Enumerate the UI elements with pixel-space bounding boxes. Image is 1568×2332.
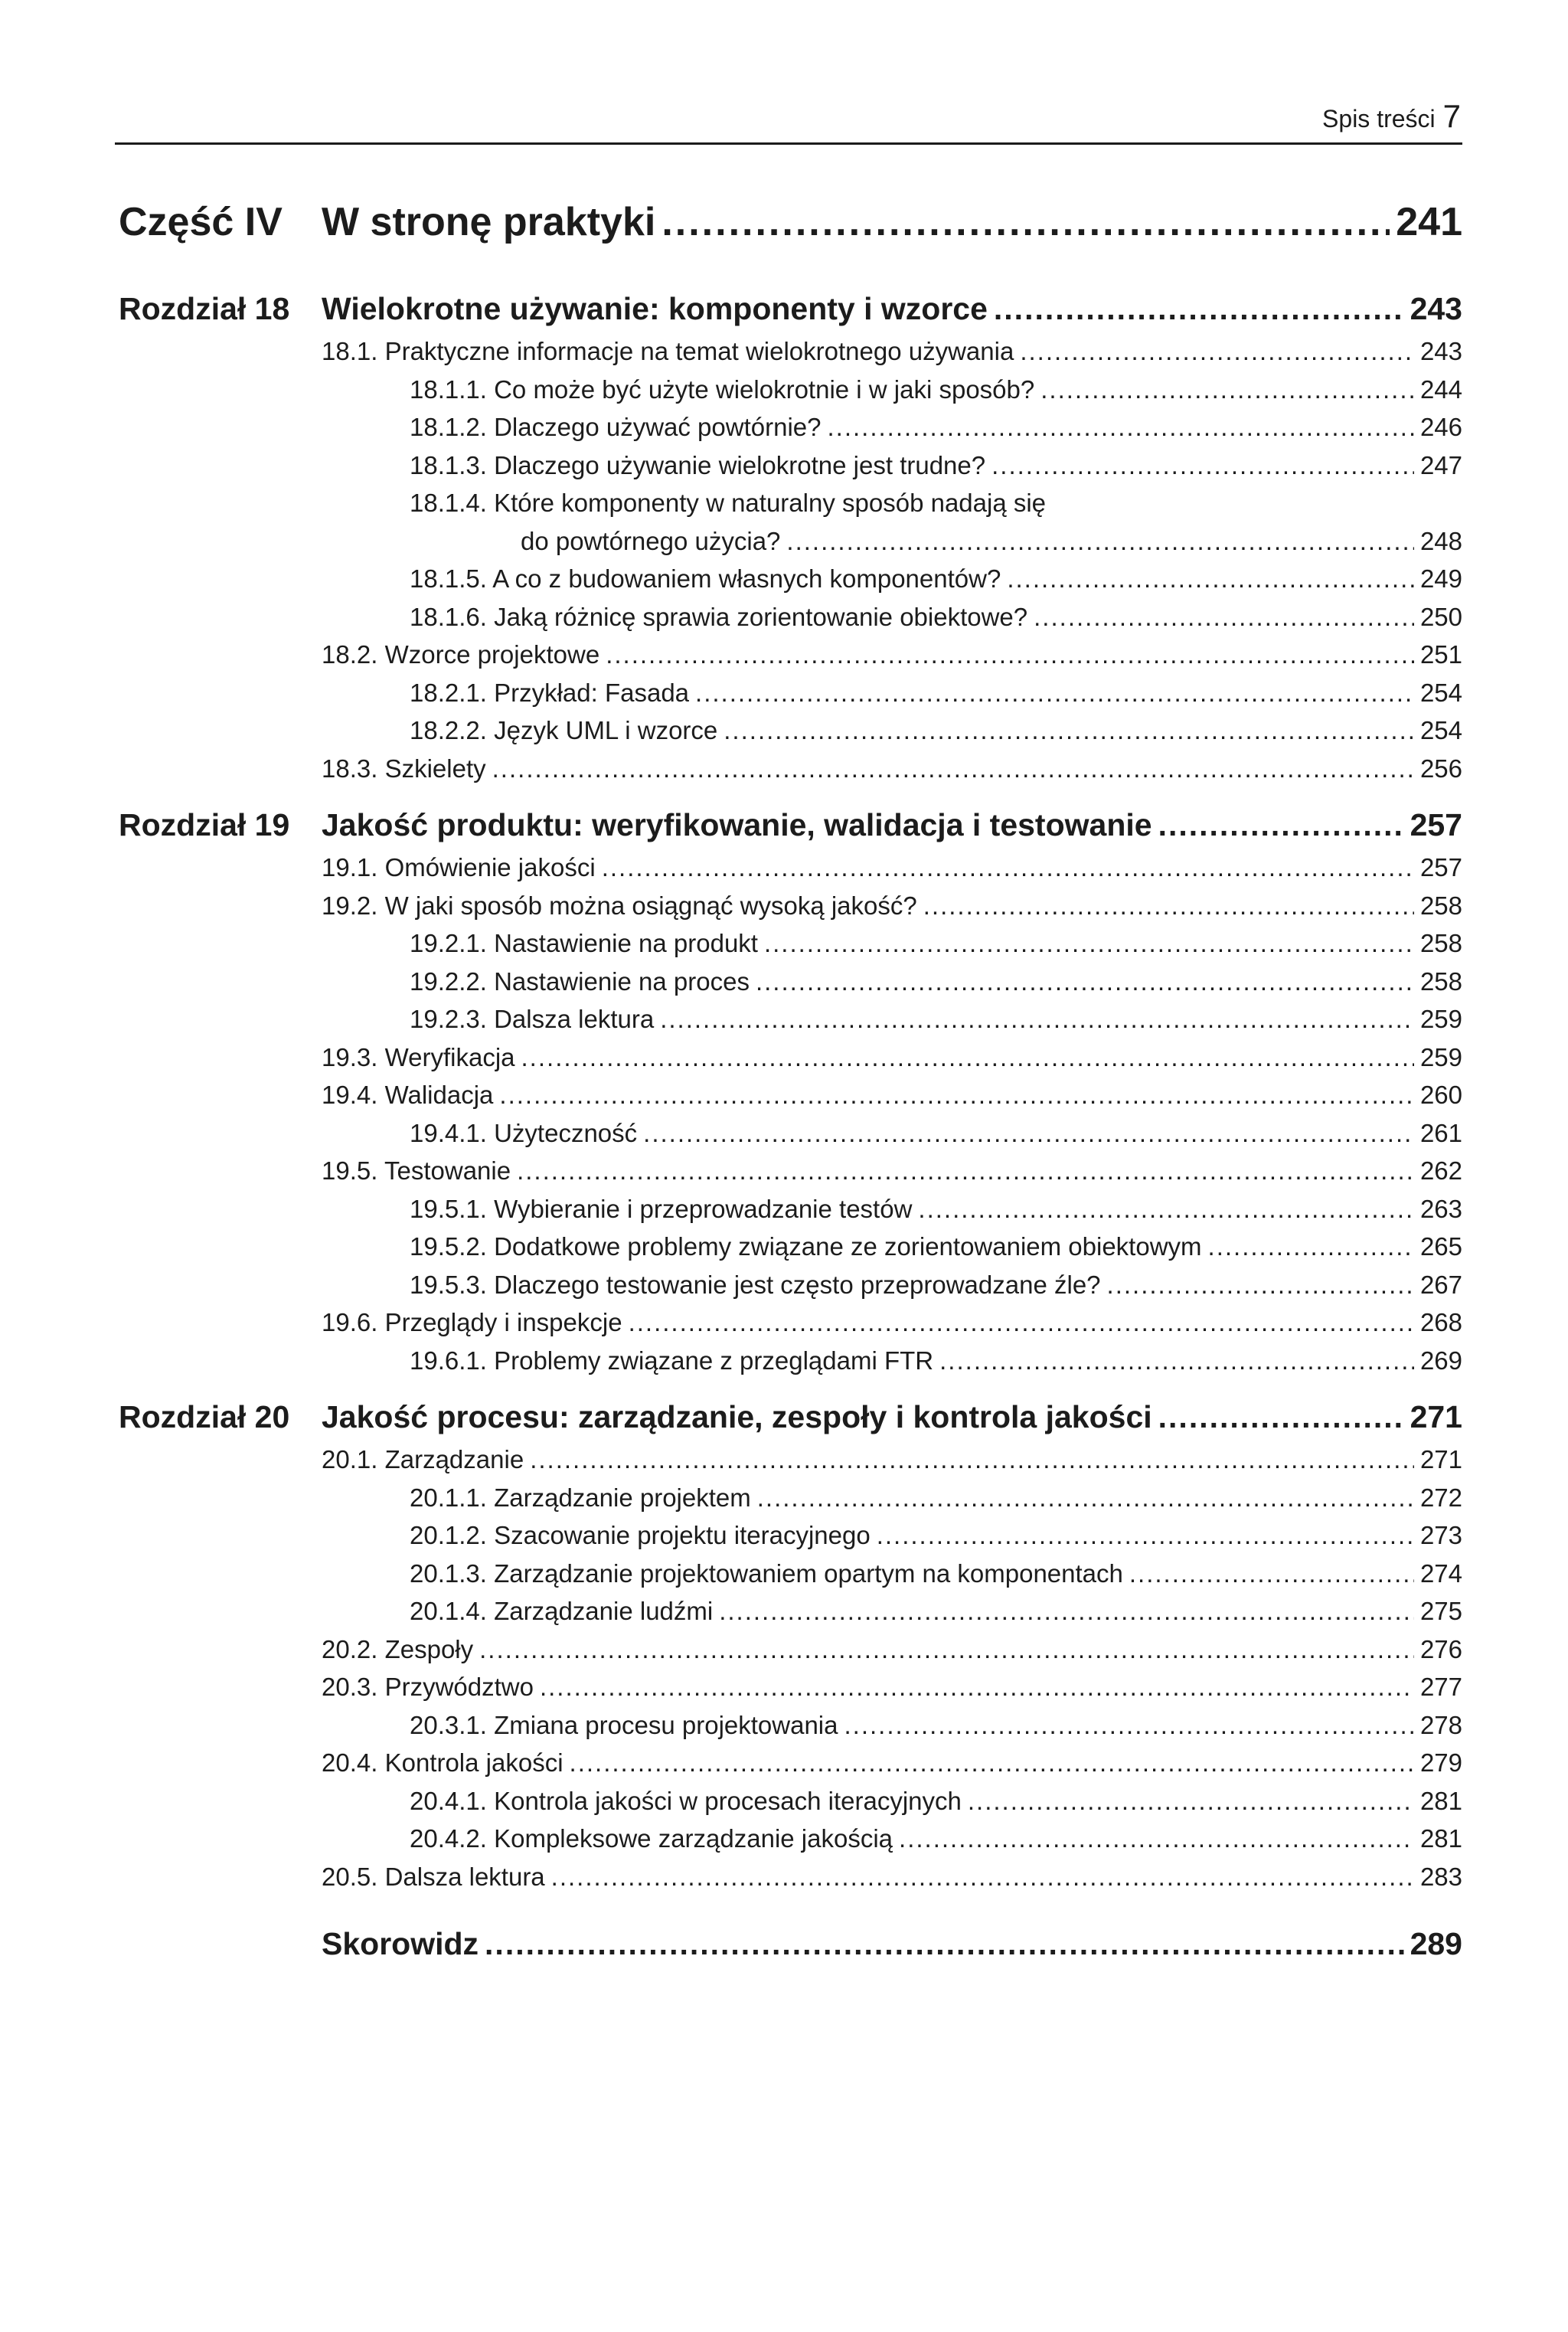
section-number: 18.3.: [322, 754, 378, 783]
subsection-number: 19.5.2.: [410, 1232, 487, 1261]
running-header: [115, 96, 1462, 145]
subsection-title: Zarządzanie projektem: [494, 1483, 751, 1512]
subsection-number: 20.3.1.: [410, 1710, 487, 1739]
dot-leader: [939, 1346, 1414, 1375]
section-number: 19.2.: [322, 891, 378, 920]
subsection-number: 19.2.1.: [410, 929, 487, 957]
toc-subsection-entry-continuation[interactable]: [119, 527, 1462, 565]
toc-subsection-entry[interactable]: [119, 1711, 1462, 1749]
dot-leader: [844, 1711, 1414, 1740]
dot-leader: [602, 853, 1414, 882]
section-title: W jaki sposób można osiągnąć wysoką jakość?: [384, 891, 917, 920]
toc-section-entry[interactable]: [119, 1156, 1462, 1195]
section-page: 258: [1419, 891, 1462, 920]
toc-subsection-entry[interactable]: [119, 1597, 1462, 1635]
toc-section-entry[interactable]: [119, 1043, 1462, 1081]
subsection-page: 258: [1419, 966, 1462, 996]
toc-subsection-entry[interactable]: [119, 603, 1462, 641]
section-page: 257: [1419, 853, 1462, 881]
section-page: 256: [1419, 754, 1462, 783]
section-page: 276: [1419, 1634, 1462, 1663]
toc-section-entry[interactable]: [119, 853, 1462, 891]
chapter-page: 243: [1410, 291, 1462, 326]
toc-chapter-entry[interactable]: [119, 807, 1462, 853]
subsection-number: 19.6.1.: [410, 1346, 487, 1375]
subsection-number: 19.2.3.: [410, 1005, 487, 1033]
dot-leader: [492, 754, 1414, 783]
subsection-title: Dalsza lektura: [494, 1005, 655, 1033]
section-number: 20.3.: [322, 1673, 378, 1701]
section-title: Zespoły: [384, 1634, 474, 1663]
section-number: 19.6.: [322, 1308, 378, 1336]
subsection-page: 261: [1419, 1118, 1462, 1147]
subsection-page: 248: [1419, 526, 1462, 555]
section-number: 19.1.: [322, 853, 378, 881]
subsection-number: 20.4.1.: [410, 1786, 487, 1815]
subsection-title: Kontrola jakości w procesach iteracyjnych: [494, 1786, 962, 1815]
dot-leader: [479, 1635, 1414, 1664]
subsection-title: Język UML i wzorce: [494, 716, 718, 744]
section-number: 20.2.: [322, 1634, 378, 1663]
toc-subsection-entry[interactable]: [119, 929, 1462, 967]
dot-leader: [877, 1521, 1414, 1550]
header-title: Spis treści: [1322, 105, 1436, 132]
dot-leader: [530, 1445, 1414, 1474]
dot-leader: [517, 1156, 1414, 1186]
dot-leader: [756, 967, 1414, 996]
subsection-number: 18.1.5.: [410, 564, 487, 593]
subsection-number: 20.4.2.: [410, 1824, 487, 1853]
subsection-page: 250: [1419, 602, 1462, 631]
section-number: 18.1.: [322, 337, 378, 365]
subsection-title: Wybieranie i przeprowadzanie testów: [494, 1194, 913, 1223]
toc-section-entry[interactable]: [119, 1445, 1462, 1483]
subsection-number: 19.2.2.: [410, 966, 487, 996]
toc-part-entry[interactable]: [119, 199, 1462, 276]
dot-leader: [786, 527, 1414, 556]
part-page: 241: [1396, 200, 1462, 244]
subsection-page: 265: [1419, 1232, 1462, 1261]
subsection-number: 20.1.4.: [410, 1597, 487, 1625]
subsection-title: Zmiana procesu projektowania: [494, 1710, 838, 1739]
subsection-number: 18.1.2.: [410, 413, 487, 441]
chapter-page: 271: [1410, 1399, 1462, 1434]
section-number: 20.4.: [322, 1748, 378, 1777]
section-page: 279: [1419, 1748, 1462, 1777]
section-number: 19.4.: [322, 1081, 378, 1109]
section-title: Wzorce projektowe: [384, 640, 600, 669]
subsection-title: Użyteczność: [494, 1118, 638, 1147]
dot-leader: [1034, 603, 1414, 632]
dot-leader: [991, 451, 1414, 480]
toc-index-entry[interactable]: [119, 1926, 1462, 1972]
toc-subsection-entry[interactable]: [119, 1824, 1462, 1863]
section-page: 251: [1419, 640, 1462, 669]
dot-leader: [1129, 1559, 1414, 1588]
toc-subsection-entry[interactable]: [119, 716, 1462, 754]
subsection-title: Dlaczego używanie wielokrotne jest trudne?: [494, 450, 986, 479]
toc-subsection-entry[interactable]: [119, 1559, 1462, 1598]
subsection-page: 273: [1419, 1521, 1462, 1549]
section-title: Weryfikacja: [384, 1042, 515, 1071]
subsection-page: 267: [1419, 1270, 1462, 1299]
section-number: 20.1.: [322, 1445, 378, 1473]
toc-subsection-entry[interactable]: [119, 451, 1462, 489]
part-label: Część IV: [119, 200, 283, 244]
subsection-title: Przykład: Fasada: [494, 678, 690, 707]
subsection-title: Zarządzanie projektowaniem opartym na komponentach: [494, 1558, 1123, 1588]
dot-leader: [918, 1195, 1414, 1224]
toc-subsection-entry[interactable]: [119, 1521, 1462, 1559]
chapter-label: Rozdział 18: [119, 291, 290, 326]
toc-subsection-entry[interactable]: [119, 1787, 1462, 1825]
section-number: 19.3.: [322, 1042, 378, 1071]
subsection-title-continuation: do powtórnego użycia?: [521, 526, 781, 555]
subsection-page: 244: [1419, 374, 1462, 404]
index-title: Skorowidz: [322, 1926, 479, 1961]
toc-subsection-entry[interactable]: [119, 375, 1462, 414]
subsection-title: Które komponenty w naturalny sposób nadają się: [494, 489, 1047, 517]
part-title-wrap: [322, 199, 1396, 245]
chapter-title: Jakość produktu: weryfikowanie, walidacja i testowanie: [322, 807, 1152, 842]
dot-leader: [1208, 1232, 1414, 1261]
toc-subsection-entry[interactable]: [119, 1232, 1462, 1271]
section-number: 19.5.: [322, 1156, 378, 1185]
toc-subsection-entry[interactable]: [119, 1195, 1462, 1233]
subsection-number: 18.1.6.: [410, 602, 487, 631]
section-page: 271: [1419, 1445, 1462, 1473]
section-number: 20.5.: [322, 1862, 378, 1891]
subsection-title: Dlaczego używać powtórnie?: [494, 413, 822, 441]
header-page-number: 7: [1442, 98, 1461, 134]
dot-leader: [551, 1863, 1414, 1892]
chapter-title: Jakość procesu: zarządzanie, zespoły i kontrola jakości: [322, 1399, 1152, 1434]
section-title: Przywództwo: [384, 1673, 534, 1701]
dot-leader: [719, 1597, 1414, 1626]
subsection-number: 18.2.2.: [410, 716, 487, 744]
dot-leader: [499, 1081, 1414, 1110]
subsection-page: 278: [1419, 1710, 1462, 1739]
toc-subsection-entry-first-line[interactable]: [119, 489, 1462, 527]
dot-leader: [757, 1483, 1414, 1513]
section-title: Szkielety: [384, 754, 486, 783]
section-title: Przeglądy i inspekcje: [384, 1308, 622, 1336]
subsection-number: 19.5.3.: [410, 1270, 487, 1299]
dot-leader: [724, 716, 1414, 745]
subsection-page: 275: [1419, 1597, 1462, 1625]
subsection-page: 254: [1419, 678, 1462, 707]
dot-leader: [643, 1119, 1414, 1148]
dot-leader: [540, 1673, 1414, 1702]
subsection-title: Dlaczego testowanie jest często przeprowadzane źle?: [494, 1270, 1101, 1299]
dot-leader: [1107, 1271, 1414, 1300]
dot-leader: [662, 199, 1390, 245]
section-page: 259: [1419, 1042, 1462, 1071]
chapter-label: Rozdział 20: [119, 1399, 290, 1434]
toc-subsection-entry[interactable]: [119, 679, 1462, 717]
section-number: 18.2.: [322, 640, 378, 669]
dot-leader: [1040, 375, 1414, 404]
subsection-title: Szacowanie projektu iteracyjnego: [494, 1521, 871, 1549]
toc-section-entry[interactable]: [119, 1673, 1462, 1711]
subsection-title: Co może być użyte wielokrotnie i w jaki sposób?: [494, 374, 1035, 404]
chapter-page: 257: [1410, 807, 1462, 842]
dot-leader: [660, 1005, 1414, 1034]
toc-subsection-entry[interactable]: [119, 564, 1462, 603]
toc-subsection-entry[interactable]: [119, 1483, 1462, 1522]
part-title: W stronę praktyki: [322, 200, 656, 244]
subsection-number: 20.1.1.: [410, 1483, 487, 1512]
subsection-title: Nastawienie na produkt: [494, 929, 758, 957]
dot-leader: [1158, 1399, 1404, 1435]
subsection-page: 247: [1419, 450, 1462, 479]
dot-leader: [1158, 807, 1404, 843]
subsection-title: Problemy związane z przeglądami FTR: [494, 1346, 934, 1375]
dot-leader: [1020, 337, 1414, 366]
dot-leader: [827, 413, 1413, 442]
section-title: Walidacja: [384, 1081, 494, 1109]
section-page: 277: [1419, 1673, 1462, 1701]
subsection-page: 269: [1419, 1346, 1462, 1375]
toc-section-entry[interactable]: [119, 337, 1462, 375]
index-page: 289: [1410, 1926, 1462, 1961]
subsection-number: 18.1.1.: [410, 374, 487, 404]
section-page: 243: [1419, 337, 1462, 365]
subsection-number: 20.1.2.: [410, 1521, 487, 1549]
section-title: Dalsza lektura: [384, 1862, 545, 1891]
toc-subsection-entry[interactable]: [119, 413, 1462, 451]
dot-leader: [521, 1043, 1414, 1072]
toc-section-entry[interactable]: [119, 754, 1462, 793]
toc-section-entry[interactable]: [119, 1748, 1462, 1787]
subsection-page: 258: [1419, 929, 1462, 957]
chapter-title-wrap: [322, 807, 1410, 843]
toc-section-entry[interactable]: [119, 1081, 1462, 1119]
subsection-number: 18.1.3.: [410, 450, 487, 479]
header-text: [1322, 98, 1461, 135]
subsection-page: 281: [1419, 1824, 1462, 1853]
toc-subsection-entry[interactable]: [119, 1271, 1462, 1309]
section-title: Praktyczne informacje na temat wielokrotnego używania: [384, 337, 1014, 365]
section-title: Zarządzanie: [384, 1445, 524, 1473]
subsection-number: 18.2.1.: [410, 678, 487, 707]
section-title: Omówienie jakości: [384, 853, 596, 881]
subsection-page: 281: [1419, 1786, 1462, 1815]
subsection-page: 274: [1419, 1558, 1462, 1588]
subsection-page: 263: [1419, 1194, 1462, 1223]
chapter-title: Wielokrotne używanie: komponenty i wzorce: [322, 291, 988, 326]
section-title: Testowanie: [384, 1156, 511, 1185]
dot-leader: [606, 640, 1414, 669]
chapter-title-wrap: [322, 291, 1410, 327]
subsection-number: 18.1.4.: [410, 489, 487, 517]
toc-subsection-entry[interactable]: [119, 1005, 1462, 1043]
subsection-title: Kompleksowe zarządzanie jakością: [494, 1824, 893, 1853]
subsection-page: 246: [1419, 413, 1462, 441]
dot-leader: [695, 679, 1414, 708]
chapter-label: Rozdział 19: [119, 807, 290, 842]
subsection-title: Jaką różnicę sprawia zorientowanie obiektowe?: [494, 602, 1028, 631]
toc-subsection-entry[interactable]: [119, 1346, 1462, 1385]
subsection-number: 20.1.3.: [410, 1558, 487, 1588]
subsection-title: Nastawienie na proces: [494, 966, 750, 996]
chapter-title-wrap: [322, 1399, 1410, 1435]
toc-chapter-entry[interactable]: [119, 291, 1462, 337]
subsection-title: A co z budowaniem własnych komponentów?: [492, 564, 1001, 593]
toc-section-entry[interactable]: [119, 891, 1462, 930]
subsection-title: Dodatkowe problemy związane ze zorientowaniem obiektowym: [494, 1232, 1202, 1261]
subsection-page: 249: [1419, 564, 1462, 593]
subsection-title: Zarządzanie ludźmi: [494, 1597, 714, 1625]
toc-section-entry[interactable]: [119, 1863, 1462, 1901]
dot-leader: [994, 291, 1404, 327]
section-page: 262: [1419, 1156, 1462, 1185]
toc-section-entry[interactable]: [119, 1635, 1462, 1673]
section-page: 260: [1419, 1081, 1462, 1109]
dot-leader: [899, 1824, 1414, 1853]
toc-section-entry[interactable]: [119, 640, 1462, 679]
toc-subsection-entry[interactable]: [119, 1119, 1462, 1157]
subsection-page: 259: [1419, 1005, 1462, 1033]
section-page: 283: [1419, 1862, 1462, 1891]
dot-leader: [570, 1748, 1414, 1778]
subsection-page: 272: [1419, 1483, 1462, 1512]
toc-subsection-entry[interactable]: [119, 967, 1462, 1006]
subsection-page: 254: [1419, 716, 1462, 744]
dot-leader: [764, 929, 1414, 958]
subsection-number: 19.4.1.: [410, 1118, 487, 1147]
table-of-contents: [119, 199, 1462, 1972]
section-title: Kontrola jakości: [384, 1748, 564, 1777]
toc-chapter-entry[interactable]: [119, 1399, 1462, 1445]
subsection-number: 19.5.1.: [410, 1194, 487, 1223]
dot-leader: [485, 1926, 1404, 1962]
toc-section-entry[interactable]: [119, 1308, 1462, 1346]
dot-leader: [629, 1308, 1414, 1337]
dot-leader: [1007, 564, 1414, 594]
dot-leader: [968, 1787, 1414, 1816]
section-page: 268: [1419, 1308, 1462, 1336]
dot-leader: [923, 891, 1414, 921]
